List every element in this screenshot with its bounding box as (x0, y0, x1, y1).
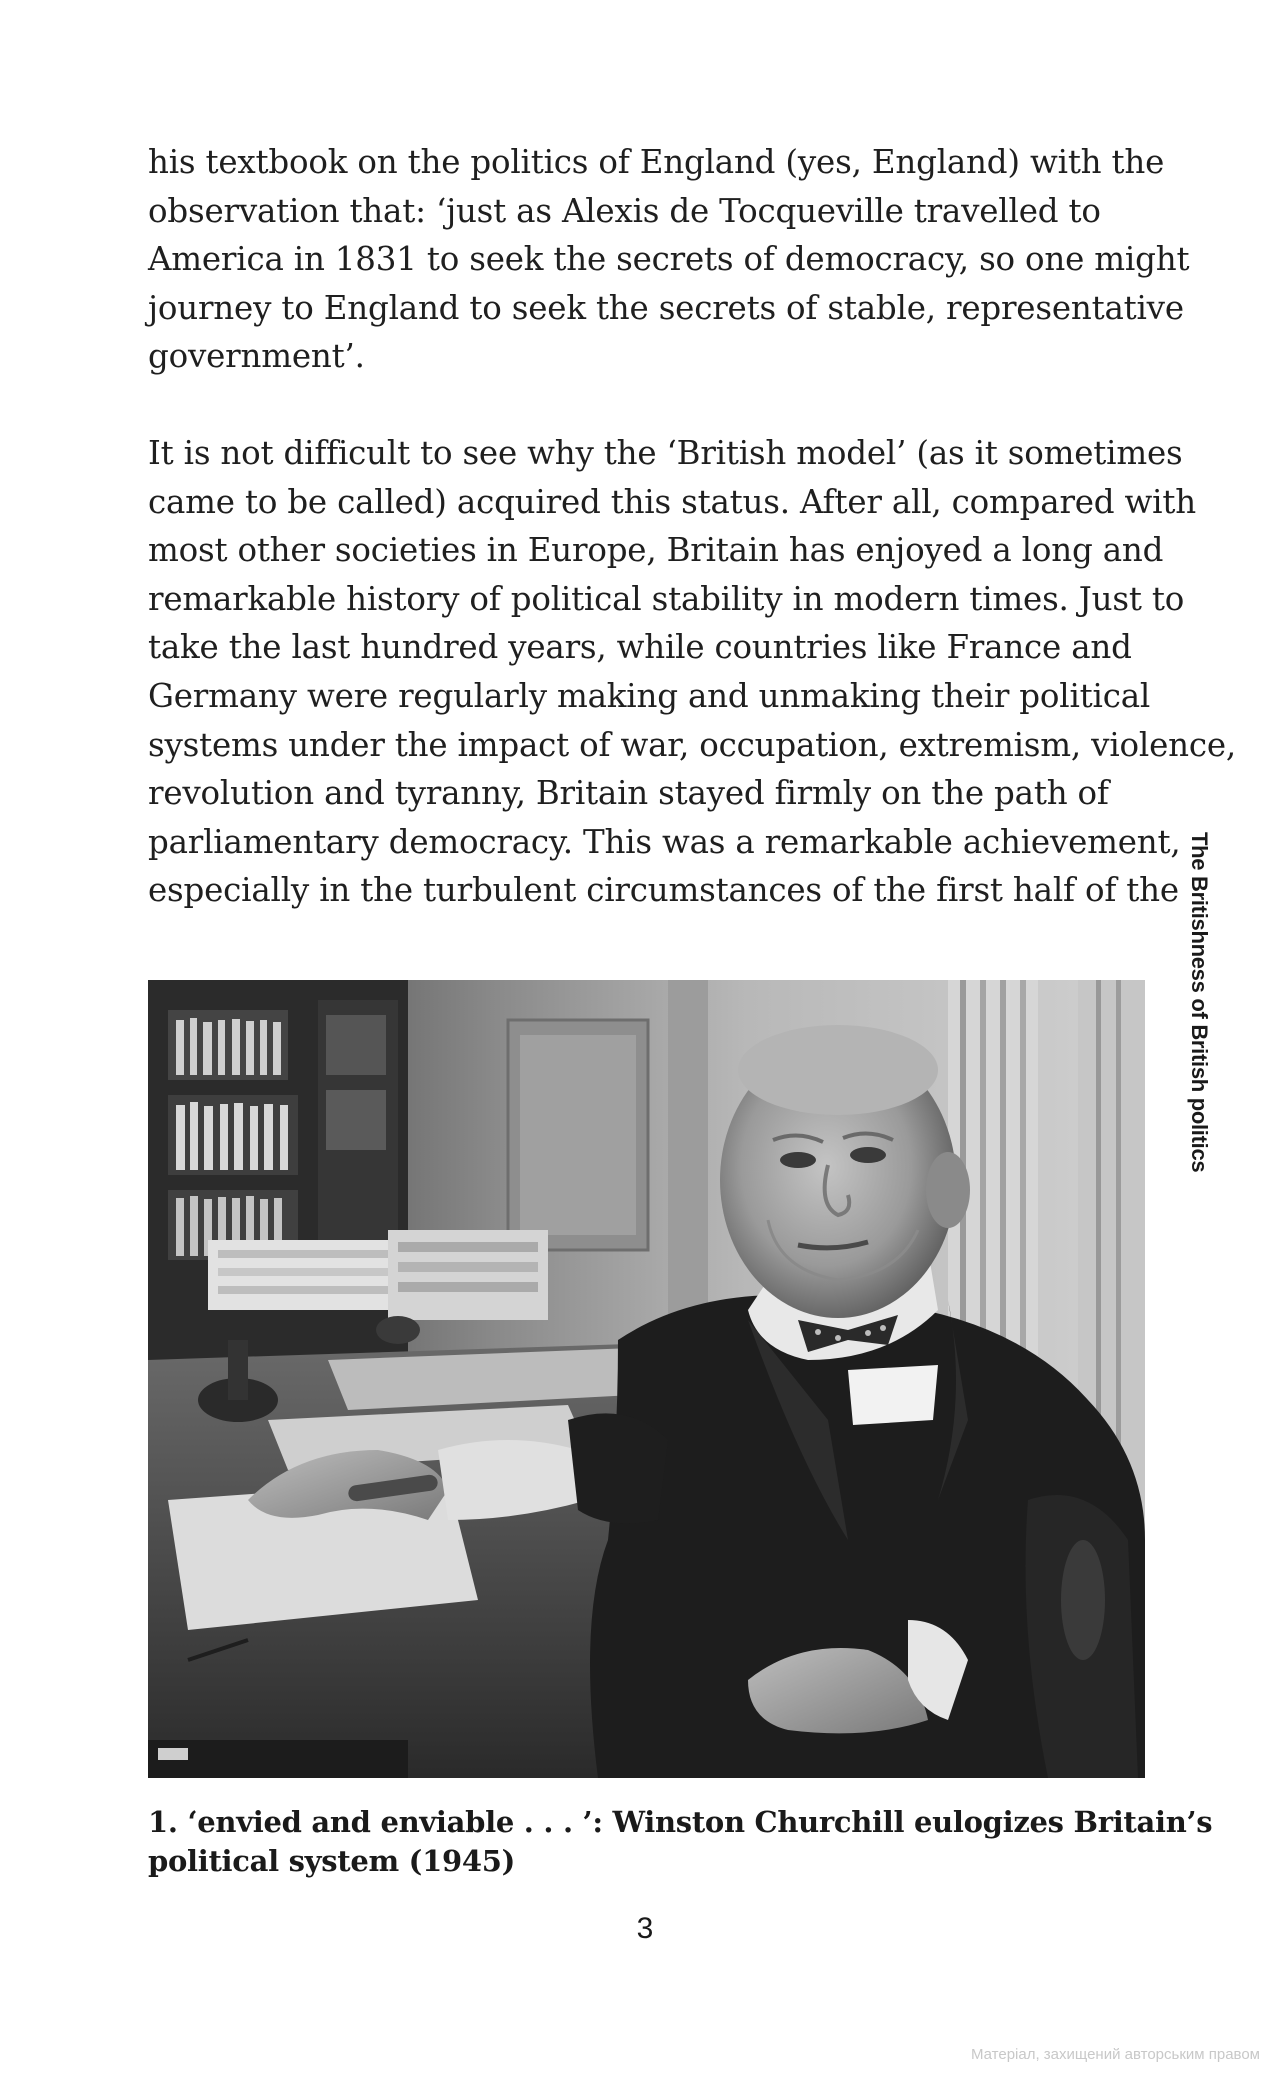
text-line: most other societies in Europe, Britain has enjoyed a long and (148, 531, 1164, 570)
text-line: It is not difficult to see why the ‘British model’ (as it sometimes (148, 434, 1183, 472)
text-line: Germany were regularly making and unmaking their political (148, 676, 1151, 715)
text-line: journey to England to seek the secrets of stable, representative (148, 288, 1184, 327)
text-line: especially in the turbulent circumstances of the first half of the (148, 871, 1179, 910)
caption-line: 1. ‘envied and enviable . . . ’: Winston Churchill eulogizes Britain’s (148, 1805, 1213, 1839)
page-number: 3 (636, 1912, 654, 1945)
copyright-watermark: Матеріал, захищений авторським правом (970, 2046, 1260, 2063)
running-head-text: The Britishness of British politics (1187, 832, 1212, 1173)
text-line: observation that: ‘just as Alexis de Tocqueville travelled to (148, 191, 1101, 230)
text-line: America in 1831 to seek the secrets of democracy, so one might (148, 240, 1190, 279)
text-line: revolution and tyranny, Britain stayed firmly on the path of (148, 774, 1109, 813)
text-line: remarkable history of political stability in modern times. Just to (148, 579, 1185, 618)
paragraph-1 (148, 138, 1190, 381)
text-line: take the last hundred years, while countries like France and (148, 628, 1132, 667)
churchill-photograph (148, 980, 1145, 1778)
text-line: his textbook on the politics of England (yes, England) with the (148, 143, 1165, 181)
paragraph-2 (148, 429, 1237, 915)
text-line: came to be called) acquired this status. After all, compared with (148, 482, 1196, 521)
text-line: government’. (148, 337, 365, 376)
text-line: systems under the impact of war, occupation, extremism, violence, (148, 725, 1237, 764)
running-head (1188, 832, 1218, 1192)
caption-line: political system (1945) (148, 1844, 516, 1878)
text-line: parliamentary democracy. This was a remarkable achievement, (148, 822, 1181, 861)
figure-caption (148, 1803, 1213, 1881)
